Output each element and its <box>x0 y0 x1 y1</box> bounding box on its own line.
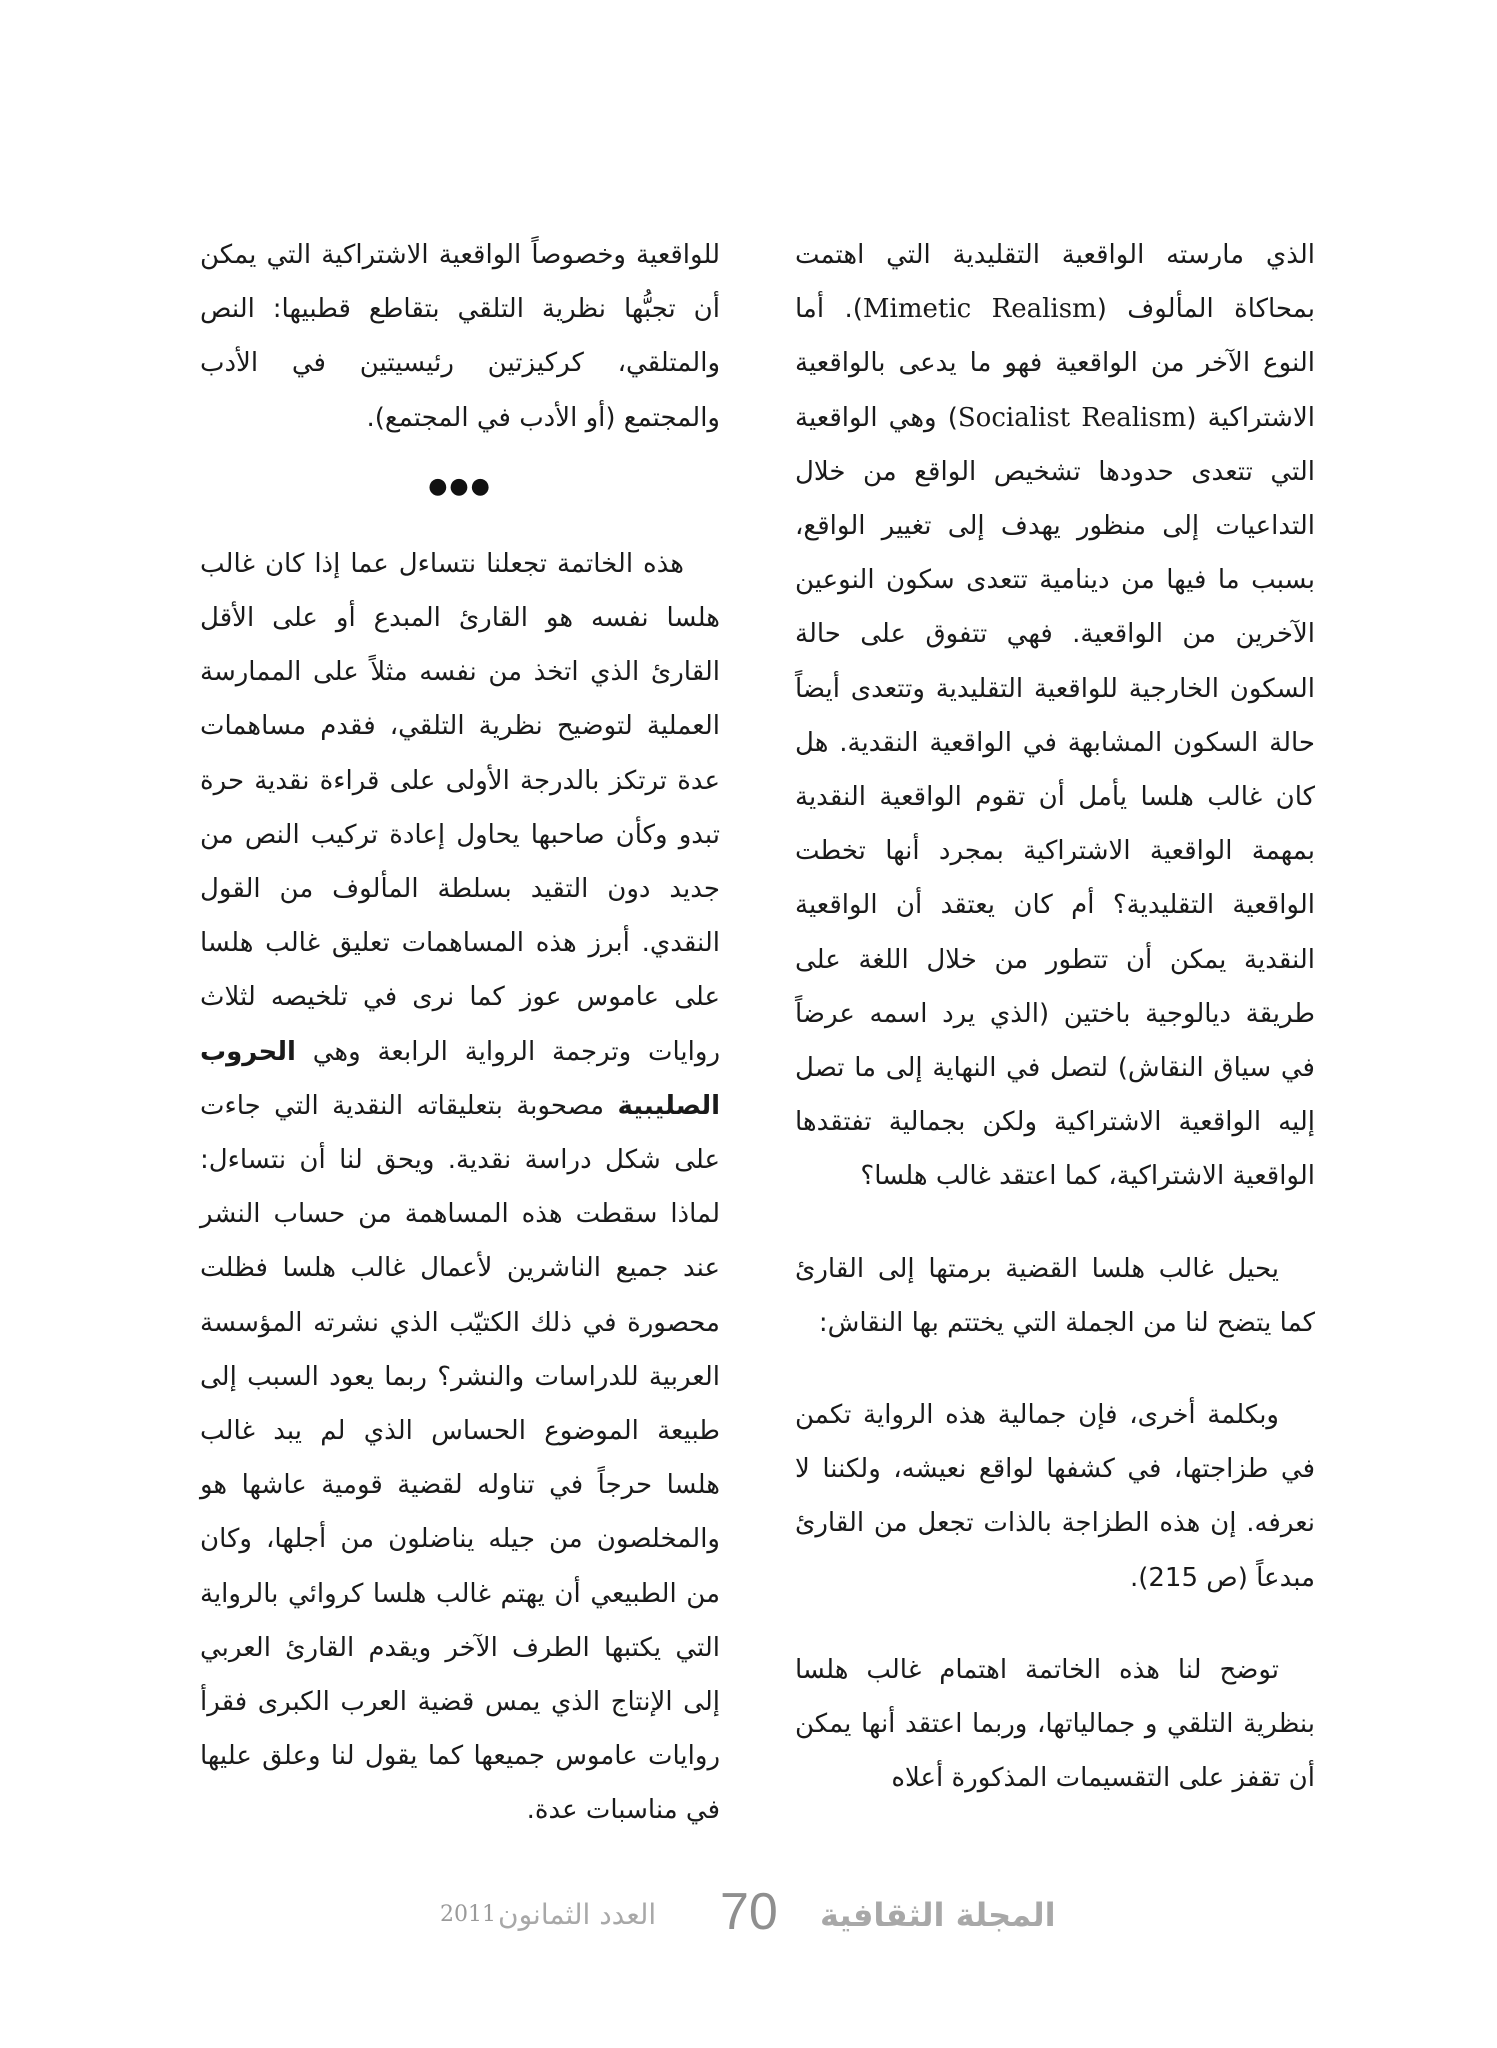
right-text-column <box>795 228 1315 1805</box>
text-fragment: ) وهي الواقعية التي تتعدى حدودها تشخيص الواقع من خلال التداعيات إلى منظور يهدف إلى تغيير الواقع، بسبب ما فيها من دينامية تتعدى سكون النوعين الآخرين من الواقعية. فهي تتفوق على حالة السكون الخارجية للواقعية التقليدية وتتعدى أيضاً حالة السكون المشابهة في الواقعية النقدية. هل كان غالب هلسا يأمل أن تقوم الواقعية النقدية بمهمة الواقعية الاشتراكية بمجرد أنها تخطت الواقعية التقليدية؟ أم كان يعتقد أن الواقعية النقدية يمكن أن تتطور من خلال اللغة على طريقة ديالوجية باختين (الذي يرد اسمه عرضاً في سياق النقاش) لتصل في النهاية إلى ما تصل إليه الواقعية الاشتراكية ولكن بجمالية تفتقدها الواقعية الاشتراكية، كما اعتقد غالب هلسا؟ <box>795 402 1315 1192</box>
text-fragment: هذه الخاتمة تجعلنا نتساءل عما إذا كان غالب هلسا نفسه هو القارئ المبدع أو على الأقل القارئ الذي اتخذ من نفسه مثلاً على الممارسة العملية لتوضيح نظرية التلقي، فقدم مساهمات عدة ترتكز بالدرجة الأولى على قراءة نقدية حرة تبدو وكأن صاحبها يحاول إعادة تركيب النص من جديد دون التقيد بسلطة المألوف من القول النقدي. أبرز هذه المساهمات تعليق غالب هلسا على عاموس عوز كما نرى في تلخيصه لثلاث روايات وترجمة الرواية الرابعة وهي <box>200 548 720 1067</box>
magazine-name: المجلة الثقافية <box>820 1896 1056 1934</box>
footer-issue: العدد الثمانون <box>498 1898 657 1931</box>
text-fragment: الذي مارسته الواقعية التقليدية التي اهتمت بمحاكاة المألوف ( <box>795 240 1315 325</box>
paragraph-amos-oz <box>200 537 720 1838</box>
footer-year: 2011 <box>440 1902 496 1927</box>
section-separator: ●●● <box>428 473 492 499</box>
left-text-column <box>200 228 720 1838</box>
latin-term-mimetic: Mimetic Realism <box>862 294 1097 325</box>
book-title-crusades: الحروب الصليبية <box>200 1036 720 1121</box>
latin-term-socialist: Socialist Realism <box>957 402 1187 433</box>
text-fragment: ). أما النوع الآخر من الواقعية فهو ما يدعى بالواقعية الاشتراكية ( <box>795 294 1315 433</box>
paragraph-reader: يحيل غالب هلسا القضية برمتها إلى القارئ كما يتضح لنا من الجملة التي يختتم بها النقاش: <box>795 1253 1315 1338</box>
paragraph-reception-theory: للواقعية وخصوصاً الواقعية الاشتراكية التي يمكن أن تجبُّها نظرية التلقي بتقاطع قطبيها: النص والمتلقي، كركيزتين رئيسيتين في الأدب والمجتمع (أو الأدب في المجتمع). <box>200 240 720 433</box>
paragraph-conclusion: توضح لنا هذه الخاتمة اهتمام غالب هلسا بنظرية التلقي و جمالياتها، وربما اعتقد أنها يمكن أن تقفز على التقسيمات المذكورة أعلاه <box>795 1654 1315 1794</box>
paragraph-realism <box>795 228 1315 1204</box>
page-number: 70 <box>720 1883 778 1941</box>
page-footer <box>0 1883 1497 1948</box>
quote-paragraph: وبكلمة أخرى، فإن جمالية هذه الرواية تكمن في طزاجتها، في كشفها لواقع نعيشه، ولكننا لا نعرفه. إن هذه الطزاجة بالذات تجعل من القارئ مبدعاً (ص 215). <box>795 1400 1315 1593</box>
text-fragment: مصحوبة بتعليقاته النقدية التي جاءت على شكل دراسة نقدية. ويحق لنا أن نتساءل: لماذا سقطت هذه المساهمة من حساب النشر عند جميع الناشرين لأعمال غالب هلسا فظلت محصورة في ذلك الكتيّب الذي نشرته المؤسسة العربية للدراسات والنشر؟ ربما يعود السبب إلى طبيعة الموضوع الحساس الذي لم يبد غالب هلسا حرجاً في تناوله لقضية قومية عاشها هو والمخلصون من جيله يناضلون من أجلها، وكان من الطبيعي أن يهتم غالب هلسا كروائي بالرواية التي يكتبها الطرف الآخر ويقدم القارئ العربي إلى الإنتاج الذي يمس قضية العرب الكبرى فقرأ روايات عاموس جميعها كما يقول لنا وعلق عليها في مناسبات عدة. <box>200 1090 720 1826</box>
